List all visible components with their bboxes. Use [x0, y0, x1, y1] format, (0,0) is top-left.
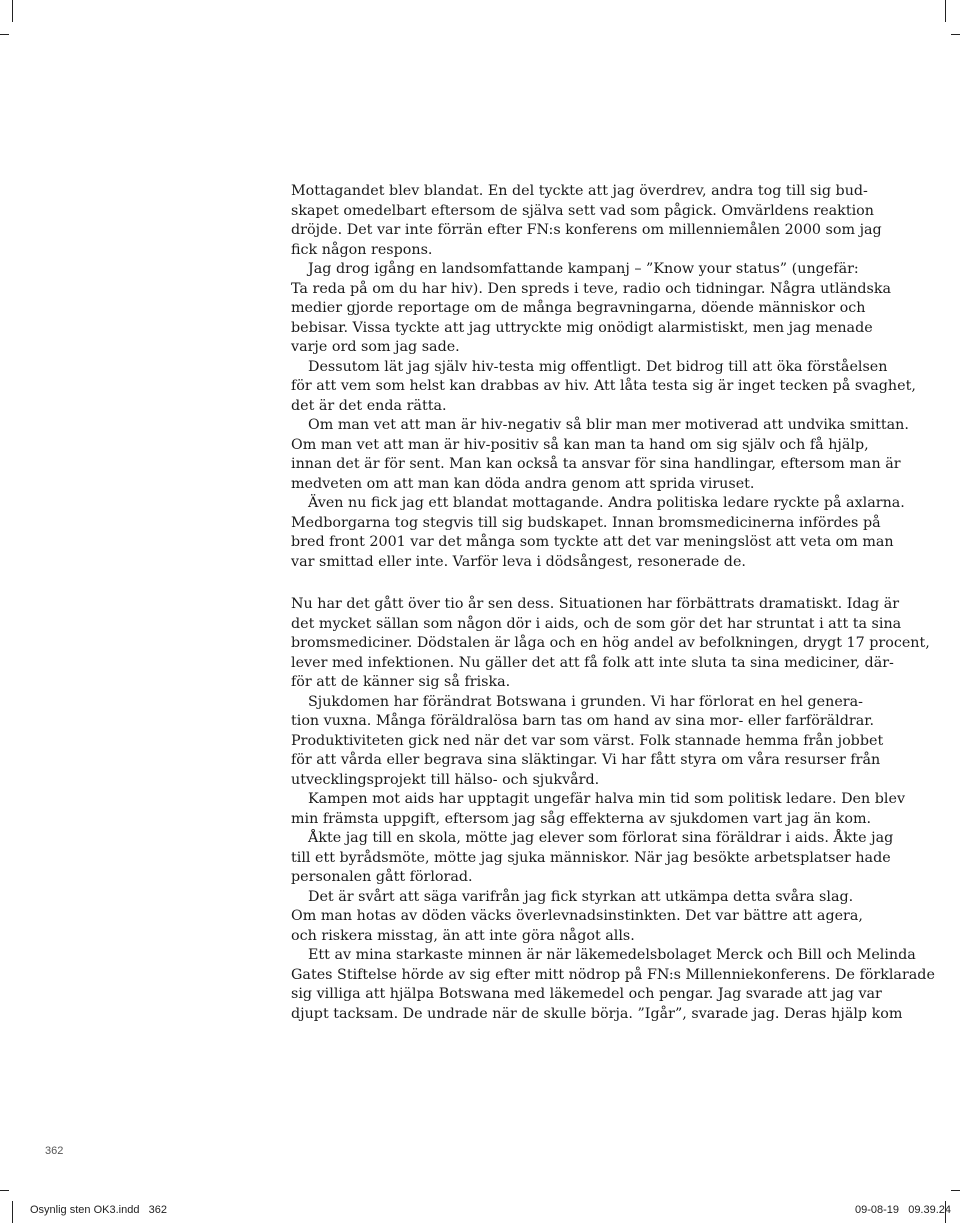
paragraph — [291, 358, 916, 417]
text-line: skapet omedelbart eftersom de själva sett vad som pågick. Omvärldens reaktion — [291, 202, 874, 219]
body-text-section-2 — [291, 595, 935, 1024]
text-line: lever med infektionen. Nu gäller det att få folk att inte sluta ta sina mediciner, där- — [291, 654, 894, 671]
file-slug: Osynlig sten OK3.indd 362 — [30, 1204, 167, 1216]
paragraph — [291, 829, 894, 888]
text-line: Gates Stiftelse hörde av sig efter mitt nödrop på FN:s Millenniekonferens. De förklarade — [291, 966, 935, 983]
paragraph — [291, 416, 909, 494]
paragraph — [291, 946, 935, 1024]
paragraph — [291, 260, 892, 358]
text-line: Det är svårt att säga varifrån jag fick styrkan att utkämpa detta svåra slag. — [308, 888, 854, 905]
text-line: Om man hotas av döden väcks överlevnadsinstinkten. Det var bättre att agera, — [291, 908, 863, 924]
text-line: för att vem som helst kan drabbas av hiv. Att låta testa sig är inget tecken på svaghet, — [291, 378, 916, 394]
text-line: innan det är för sent. Man kan också ta ansvar för sina handlingar, eftersom man är — [291, 456, 901, 472]
crop-mark-top-right-h — [951, 34, 960, 35]
text-line: Nu har det gått över tio år sen dess. Situationen har förbättrats dramatiskt. Idag är — [291, 596, 900, 612]
paragraph — [291, 595, 930, 693]
text-line: Sjukdomen har förändrat Botswana i grunden. Vi har förlorat en hel genera- — [308, 693, 863, 710]
text-line: bromsmediciner. Dödstalen är låga och en hög andel av befolkningen, drygt 17 procent, — [291, 635, 930, 651]
paragraph — [291, 693, 884, 791]
paragraph — [291, 182, 882, 260]
text-line: Om man vet att man är hiv-positiv så kan man ta hand om sig själv och få hjälp, — [291, 436, 869, 453]
text-line: utvecklingsprojekt till hälso- och sjukvård. — [291, 771, 600, 788]
text-line: Medborgarna tog stegvis till sig budskapet. Innan bromsmedicinerna infördes på — [291, 514, 881, 531]
paragraph — [291, 888, 863, 947]
crop-mark-top-left — [12, 0, 13, 22]
text-line: Ett av mina starkaste minnen är när läkemedelsbolaget Merck och Bill och Melinda — [308, 947, 916, 963]
text-line: Mottagandet blev blandat. En del tyckte att jag överdrev, andra tog till sig bud- — [291, 183, 868, 199]
text-line: dröjde. Det var inte förrän efter FN:s konferens om millenniemålen 2000 som jag — [291, 222, 882, 238]
crop-mark-bottom-left-h — [0, 1190, 9, 1191]
text-line: Produktiviteten gick ned när det var som värst. Folk stannade hemma från jobbet — [291, 732, 884, 749]
text-line: Även nu fick jag ett blandat mottagande. Andra politiska ledare ryckte på axlarna. — [308, 495, 905, 511]
text-line: medveten om att man kan döda andra genom att sprida viruset. — [291, 475, 755, 492]
text-line: var smittad eller inte. Varför leva i dödsångest, resonerade de. — [291, 553, 746, 570]
text-line: Kampen mot aids har upptagit ungefär halva min tid som politisk ledare. Den blev — [308, 791, 906, 807]
page-number: 362 — [45, 1145, 64, 1157]
crop-mark-bottom-left — [12, 1201, 13, 1223]
text-line: det är det enda rätta. — [291, 397, 447, 414]
text-line: och riskera misstag, än att inte göra något alls. — [291, 927, 635, 944]
text-line: till ett byrådsmöte, mötte jag sjuka människor. När jag besökte arbetsplatser hade — [291, 849, 891, 866]
text-line: Dessutom lät jag själv hiv-testa mig offentligt. Det bidrog till att öka förståelsen — [308, 358, 888, 375]
text-line: varje ord som jag sade. — [291, 339, 460, 355]
text-line: Åkte jag till en skola, mötte jag elever som förlorat sina föräldrar i aids. Åkte jag — [308, 830, 894, 846]
text-line: fick någon respons. — [291, 241, 433, 258]
text-line: personalen gått förlorad. — [291, 869, 473, 885]
text-line: tion vuxna. Många föräldralösa barn tas om hand av sina mor- eller farföräldrar. — [291, 713, 875, 729]
timestamp-slug: 09-08-19 09.39.24 — [855, 1204, 952, 1216]
crop-mark-top-left-h — [0, 34, 9, 35]
crop-mark-top-right — [945, 0, 946, 22]
paragraph — [291, 494, 905, 572]
text-line: Om man vet att man är hiv-negativ så blir man mer motiverad att undvika smittan. — [308, 417, 909, 433]
text-line: sig villiga att hjälpa Botswana med läkemedel och pengar. Jag svarade att jag var — [291, 986, 882, 1002]
text-line: bred front 2001 var det många som tyckte att det var meningslöst att veta om man — [291, 534, 894, 550]
body-text-section-1 — [291, 182, 916, 572]
text-line: Jag drog igång en landsomfattande kampanj – ”Know your status” (ungefär: — [308, 261, 859, 277]
text-line: min främsta uppgift, eftersom jag såg effekterna av sjukdomen vart jag än kom. — [291, 810, 872, 827]
paragraph — [291, 790, 906, 829]
text-line: bebisar. Vissa tyckte att jag uttryckte mig onödigt alarmistiskt, men jag menade — [291, 319, 873, 336]
text-line: Ta reda på om du har hiv). Den spreds i teve, radio och tidningar. Några utländska — [291, 280, 892, 297]
text-line: för att vårda eller begrava sina släktingar. Vi har fått styra om våra resurser från — [291, 752, 881, 768]
text-line: djupt tacksam. De undrade när de skulle börja. ”Igår”, svarade jag. Deras hjälp kom — [291, 1005, 903, 1022]
text-line: det mycket sällan som någon dör i aids, och de som gör det har struntat i att ta sina — [291, 615, 902, 632]
text-line: för att de känner sig så friska. — [291, 674, 511, 690]
text-line: medier gjorde reportage om de många begravningarna, döende människor och — [291, 300, 866, 316]
crop-mark-bottom-right-h — [951, 1190, 960, 1191]
